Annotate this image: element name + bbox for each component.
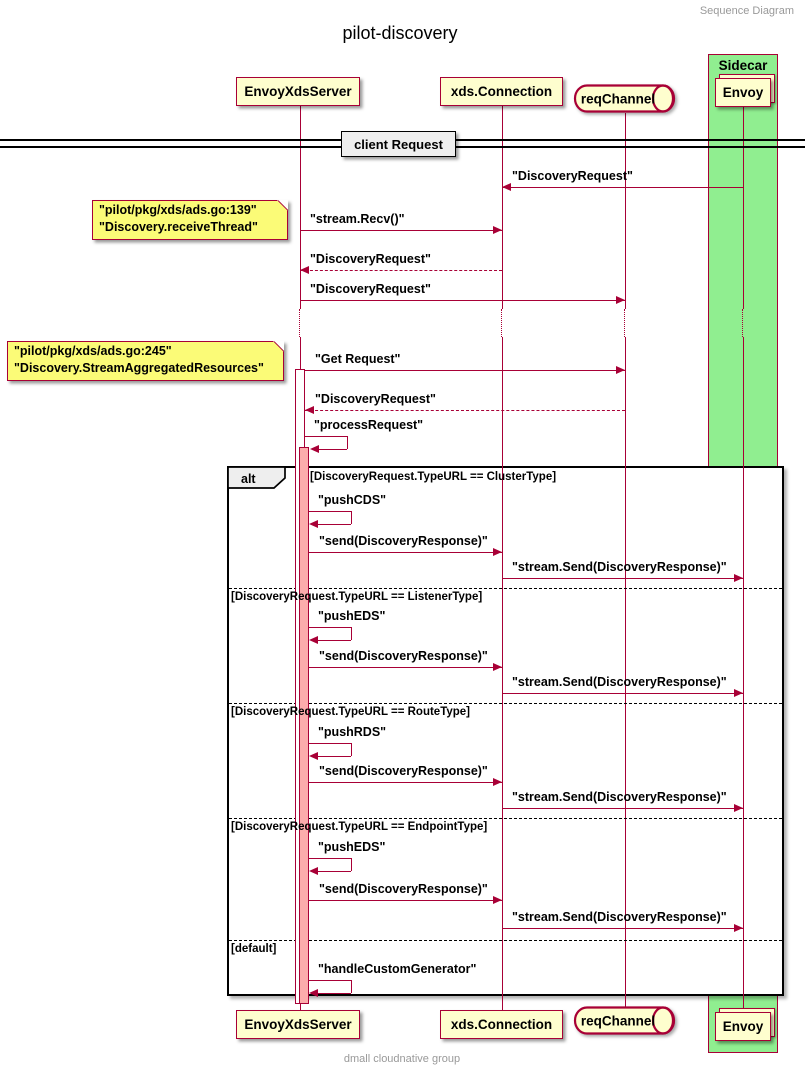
footer-caption: dmall cloudnative group [343, 1053, 461, 1065]
message-16-arrowhead [309, 867, 318, 875]
alt-guard: [DiscoveryRequest.TypeURL == EndpointType] [231, 821, 488, 833]
lifeline-reqChannel [625, 337, 626, 1007]
lifeline-Envoy [743, 107, 744, 309]
message-17-label: "send(DiscoveryResponse)" [319, 882, 488, 896]
message-14-line [309, 782, 502, 783]
message-1-label: "stream.Recv()" [310, 212, 405, 226]
message-14-arrowhead [493, 778, 502, 786]
message-13-line-side [351, 743, 352, 756]
message-0-label: "DiscoveryRequest" [512, 169, 633, 183]
message-2-label: "DiscoveryRequest" [310, 252, 431, 266]
message-16-line-out [309, 858, 351, 859]
message-15-label: "stream.Send(DiscoveryResponse)" [512, 790, 727, 804]
message-0-line [502, 187, 743, 188]
note-line: "pilot/pkg/xds/ads.go:245" [14, 344, 172, 358]
message-19-arrowhead [309, 989, 318, 997]
message-7-line-back [317, 524, 351, 525]
alt-frame-tab [227, 466, 291, 491]
participant-Envoy-top: Envoy [715, 78, 771, 107]
note-1 [7, 341, 284, 381]
participant-EnvoyXdsServer-top: EnvoyXdsServer [236, 77, 360, 106]
message-17-line [309, 900, 502, 901]
message-7-line-side [351, 511, 352, 524]
participant-reqChannel-bottom [573, 1006, 677, 1036]
note-0 [92, 200, 288, 240]
participant-Envoy-bottom: Envoy [715, 1012, 771, 1041]
note-line: "pilot/pkg/xds/ads.go:139" [99, 203, 257, 217]
message-16-line-side [351, 858, 352, 871]
sidecar-box-label: Sidecar [718, 58, 768, 73]
message-19-line-out [309, 980, 351, 981]
message-10-line-side [351, 627, 352, 640]
message-7-arrowhead [309, 520, 318, 528]
note-line: "Discovery.StreamAggregatedResources" [14, 361, 264, 375]
message-7-line-out [309, 511, 351, 512]
lifeline-Envoy [743, 337, 744, 1012]
alt-guard: [DiscoveryRequest.TypeURL == RouteType] [231, 706, 471, 718]
message-10-line-back [317, 640, 351, 641]
message-10-label: "pushEDS" [318, 609, 386, 623]
message-8-line [309, 552, 502, 553]
message-13-arrowhead [309, 752, 318, 760]
message-16-line-back [317, 871, 351, 872]
alt-guard: [DiscoveryRequest.TypeURL == ClusterType] [310, 471, 557, 483]
message-11-arrowhead [493, 663, 502, 671]
divider-label: client Request [354, 136, 443, 152]
message-19-line-back [317, 993, 351, 994]
message-17-arrowhead [493, 896, 502, 904]
divider-label-box [341, 131, 456, 157]
message-11-line [309, 667, 502, 668]
watermark-text: Sequence Diagram [699, 5, 794, 17]
message-2-arrowhead [300, 266, 309, 274]
message-5-line [305, 410, 625, 411]
lifeline-reqChannel [625, 113, 626, 309]
message-13-label: "pushRDS" [318, 725, 387, 739]
message-1-arrowhead [493, 226, 502, 234]
message-15-line [502, 808, 743, 809]
message-18-label: "stream.Send(DiscoveryResponse)" [512, 910, 727, 924]
lifeline-reqChannel-delay [624, 309, 625, 337]
message-10-line-out [309, 627, 351, 628]
message-6-arrowhead [310, 445, 319, 453]
alt-section-divider [229, 940, 782, 941]
message-3-arrowhead [616, 296, 625, 304]
message-12-label: "stream.Send(DiscoveryResponse)" [512, 675, 727, 689]
note-line: "Discovery.receiveThread" [99, 220, 258, 234]
message-5-label: "DiscoveryRequest" [315, 392, 436, 406]
message-10-arrowhead [309, 636, 318, 644]
message-9-label: "stream.Send(DiscoveryResponse)" [512, 560, 727, 574]
alt-section-divider [229, 818, 782, 819]
message-13-line-out [309, 743, 351, 744]
message-4-line [305, 370, 625, 371]
participant-EnvoyXdsServer-bottom: EnvoyXdsServer [236, 1010, 360, 1039]
message-13-line-back [317, 756, 351, 757]
alt-guard: [default] [231, 943, 277, 955]
lifeline-Envoy-delay [742, 309, 743, 337]
alt-guard: [DiscoveryRequest.TypeURL == ListenerType] [231, 591, 483, 603]
message-3-line [300, 300, 625, 301]
message-18-arrowhead [734, 924, 743, 932]
alt-tab-shape [228, 467, 285, 488]
message-1-line [300, 230, 502, 231]
participant-label: reqChannel [580, 91, 656, 107]
lifeline-xds.Connection [502, 106, 503, 309]
alt-section-divider [229, 588, 782, 589]
message-2-line [300, 270, 502, 271]
message-6-line-out [305, 436, 347, 437]
message-14-label: "send(DiscoveryResponse)" [319, 764, 488, 778]
participant-xds.Connection-bottom: xds.Connection [440, 1010, 563, 1039]
lifeline-EnvoyXdsServer-delay [299, 309, 300, 337]
participant-xds.Connection-top: xds.Connection [440, 77, 563, 106]
message-4-arrowhead [616, 366, 625, 374]
message-3-label: "DiscoveryRequest" [310, 282, 431, 296]
participant-reqChannel-top [573, 84, 677, 114]
message-18-line [502, 928, 743, 929]
diagram-title: pilot-discovery [342, 23, 458, 43]
message-6-label: "processRequest" [314, 418, 424, 432]
message-11-label: "send(DiscoveryResponse)" [319, 649, 488, 663]
message-9-arrowhead [734, 574, 743, 582]
message-15-arrowhead [734, 804, 743, 812]
activation-bar-1 [299, 447, 309, 1004]
message-8-arrowhead [493, 548, 502, 556]
alt-frame-label: alt [241, 472, 256, 486]
message-7-label: "pushCDS" [318, 493, 387, 507]
message-4-label: "Get Request" [315, 352, 401, 366]
lifeline-xds.Connection-delay [501, 309, 502, 337]
participant-label: reqChannel [580, 1013, 656, 1029]
message-9-line [502, 578, 743, 579]
message-19-line-side [351, 980, 352, 993]
message-0-arrowhead [502, 183, 511, 191]
message-5-arrowhead [305, 406, 314, 414]
message-8-label: "send(DiscoveryResponse)" [319, 534, 488, 548]
lifeline-EnvoyXdsServer [300, 106, 301, 309]
message-19-label: "handleCustomGenerator" [318, 962, 477, 976]
message-12-arrowhead [734, 689, 743, 697]
lifeline-xds.Connection [502, 337, 503, 1010]
message-16-label: "pushEDS" [318, 840, 386, 854]
message-6-line-back [318, 449, 347, 450]
message-12-line [502, 693, 743, 694]
message-6-line-side [347, 436, 348, 449]
alt-section-divider [229, 703, 782, 704]
